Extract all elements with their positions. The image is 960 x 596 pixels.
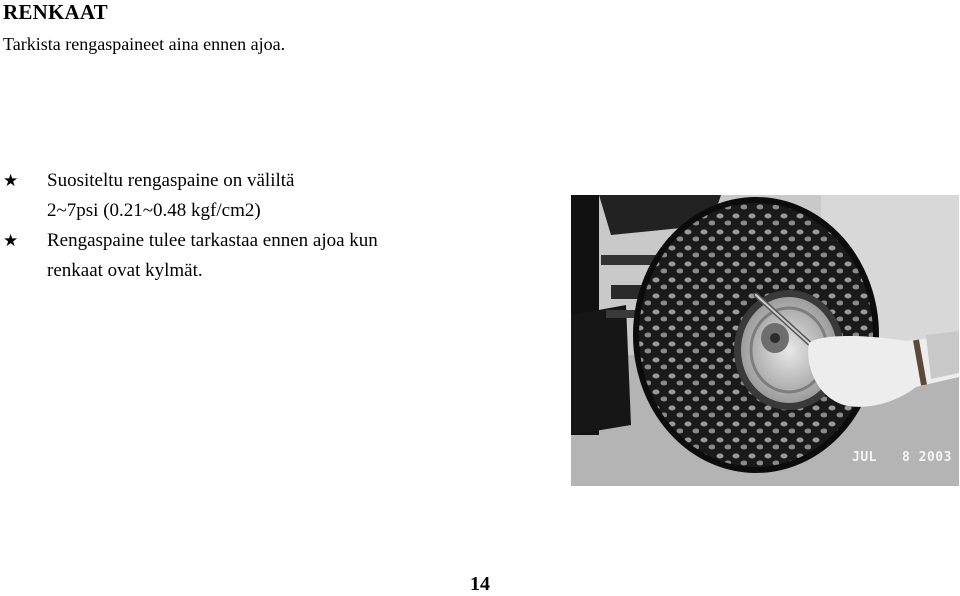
tire-pressure-photo — [571, 195, 959, 486]
bullet-item — [0, 166, 560, 226]
photo-date-stamp: JUL 8 2003 — [852, 450, 952, 465]
bullet-list — [0, 166, 560, 286]
page-title: RENKAAT — [3, 0, 108, 24]
bullet-line: Suositeltu rengaspaine on väliltä — [47, 170, 295, 191]
star-icon: ★ — [3, 171, 19, 190]
page-number: 14 — [470, 573, 490, 595]
bullet-line: 2~7psi (0.21~0.48 kgf/cm2) — [47, 200, 261, 221]
page-subtitle: Tarkista rengaspaineet aina ennen ajoa. — [3, 34, 286, 54]
bullet-line: Rengaspaine tulee tarkastaa ennen ajoa kun — [47, 230, 378, 251]
bullet-line: renkaat ovat kylmät. — [47, 260, 203, 281]
bullet-item — [0, 226, 560, 286]
tire-photo-illustration — [571, 195, 959, 486]
star-icon: ★ — [3, 231, 19, 250]
